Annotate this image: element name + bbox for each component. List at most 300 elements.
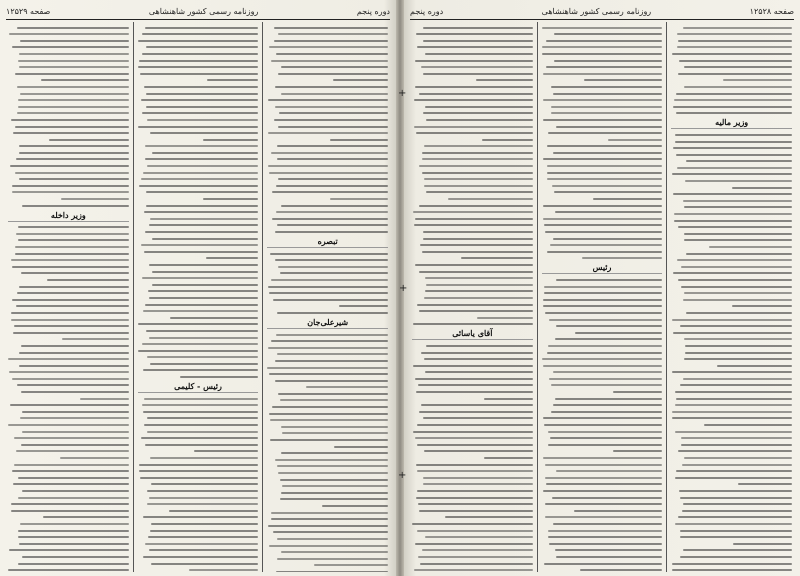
text-line — [282, 485, 388, 487]
text-line — [424, 297, 533, 299]
text-line — [675, 477, 792, 479]
text-line — [15, 172, 128, 174]
text-line — [150, 218, 259, 220]
text-line — [189, 569, 258, 571]
text-line — [548, 536, 662, 538]
text-line — [546, 483, 662, 485]
text-line — [16, 450, 129, 452]
text-line — [281, 426, 388, 428]
text-line — [416, 464, 533, 466]
text-line — [548, 132, 662, 134]
text-line — [413, 431, 533, 433]
text-line — [144, 424, 258, 426]
text-line — [274, 27, 388, 29]
text-line — [17, 112, 129, 114]
text-line — [549, 543, 662, 545]
text-line — [15, 246, 128, 248]
text-line — [547, 352, 662, 354]
text-line — [678, 226, 792, 228]
text-line — [419, 205, 533, 207]
text-line — [551, 411, 663, 413]
right-column-1 — [666, 22, 796, 572]
text-line — [12, 299, 128, 301]
text-line — [675, 391, 792, 393]
text-line — [418, 503, 532, 505]
text-block — [267, 253, 388, 314]
text-line — [684, 358, 792, 360]
text-line — [61, 198, 128, 200]
text-line — [20, 523, 129, 525]
text-line — [545, 231, 663, 233]
text-line — [413, 365, 533, 367]
text-line — [17, 27, 129, 29]
text-line — [149, 337, 258, 339]
text-line — [553, 152, 662, 154]
text-line — [546, 40, 663, 42]
text-line — [684, 292, 792, 294]
text-line — [14, 464, 128, 466]
text-line — [424, 178, 532, 180]
text-line — [14, 325, 129, 327]
left-page — [0, 0, 396, 576]
text-line — [545, 477, 662, 479]
text-line — [278, 393, 388, 395]
text-line — [21, 391, 129, 393]
text-line — [17, 292, 129, 294]
text-line — [146, 205, 258, 207]
text-line — [675, 523, 792, 525]
text-line — [551, 384, 662, 386]
text-line — [681, 266, 792, 268]
text-line — [22, 490, 128, 492]
text-line — [276, 571, 388, 572]
text-line — [281, 66, 388, 68]
text-line — [683, 299, 792, 301]
text-line — [18, 477, 129, 479]
text-line — [275, 259, 388, 261]
text-line — [147, 119, 259, 121]
text-line — [461, 257, 533, 259]
text-line — [152, 271, 259, 273]
text-line — [22, 205, 129, 207]
text-line — [148, 290, 258, 292]
text-line — [554, 60, 662, 62]
text-line — [268, 525, 388, 527]
text-line — [277, 465, 388, 467]
text-line — [271, 340, 388, 342]
text-line — [13, 132, 129, 134]
text-line — [143, 556, 259, 558]
text-line — [551, 112, 662, 114]
text-line — [147, 165, 259, 167]
text-line — [333, 79, 388, 81]
text-line — [146, 106, 259, 108]
text-line — [277, 353, 388, 355]
text-line — [556, 325, 662, 327]
text-line — [278, 73, 388, 75]
text-line — [62, 338, 129, 340]
right-header-volume: دوره پنجم — [410, 6, 444, 16]
text-line — [420, 244, 533, 246]
text-line — [269, 46, 388, 48]
text-line — [680, 384, 792, 386]
text-line — [273, 299, 388, 301]
text-line — [415, 543, 533, 545]
text-line — [139, 60, 258, 62]
text-line — [273, 531, 388, 533]
text-line — [49, 139, 129, 141]
text-line — [425, 290, 533, 292]
text-line — [150, 132, 258, 134]
text-line — [280, 498, 388, 500]
text-line — [314, 564, 388, 566]
text-line — [170, 317, 258, 319]
text-line — [417, 424, 532, 426]
text-line — [142, 404, 258, 406]
text-line — [553, 93, 662, 95]
text-line — [268, 99, 388, 101]
text-line — [19, 152, 129, 154]
text-line — [582, 257, 662, 259]
left-column-1 — [262, 22, 392, 572]
text-block — [671, 134, 792, 572]
text-line — [269, 545, 388, 547]
text-line — [580, 569, 662, 571]
text-line — [147, 431, 259, 433]
text-line — [151, 523, 258, 525]
text-line — [277, 224, 388, 226]
text-line — [139, 185, 258, 187]
text-line — [542, 358, 662, 360]
text-line — [18, 530, 128, 532]
text-line — [684, 206, 792, 208]
text-line — [672, 563, 792, 565]
text-line — [672, 371, 792, 373]
text-line — [415, 86, 532, 88]
text-line — [547, 172, 662, 174]
text-line — [19, 53, 129, 55]
text-line — [423, 483, 533, 485]
text-line — [151, 563, 259, 565]
text-line — [80, 398, 129, 400]
text-line — [682, 510, 792, 512]
text-line — [269, 172, 388, 174]
text-line — [138, 126, 259, 128]
text-line — [544, 286, 663, 288]
text-line — [548, 444, 663, 446]
text-line — [203, 139, 258, 141]
text-line — [146, 93, 258, 95]
margin-mark: + — [398, 470, 407, 481]
text-block — [412, 27, 533, 326]
text-line — [674, 99, 792, 101]
text-line — [148, 536, 259, 538]
text-line — [20, 417, 129, 419]
text-line — [545, 312, 662, 314]
text-line — [138, 40, 258, 42]
text-line — [448, 198, 532, 200]
text-line — [8, 424, 129, 426]
text-block — [671, 27, 792, 115]
text-line — [141, 178, 258, 180]
text-line — [679, 60, 792, 62]
text-line — [145, 27, 258, 29]
text-line — [141, 244, 258, 246]
left-header-volume: دوره پنجم — [356, 6, 390, 16]
text-line — [277, 558, 388, 560]
text-line — [422, 152, 532, 154]
text-block — [267, 27, 388, 233]
text-line — [680, 530, 792, 532]
text-block — [542, 27, 663, 260]
text-line — [680, 536, 792, 538]
text-line — [277, 312, 388, 314]
text-line — [415, 264, 532, 266]
text-line — [19, 286, 129, 288]
text-line — [414, 224, 532, 226]
text-line — [276, 211, 388, 213]
text-line — [277, 158, 388, 160]
left-header-page-number: صفحه ۱۲۵۲۹ — [6, 6, 51, 16]
text-line — [417, 530, 533, 532]
text-line — [416, 33, 533, 35]
text-line — [19, 145, 129, 147]
text-line — [685, 180, 792, 182]
text-line — [141, 437, 258, 439]
text-line — [12, 191, 129, 193]
text-line — [681, 444, 792, 446]
text-line — [194, 450, 258, 452]
text-line — [278, 126, 388, 128]
text-line — [268, 286, 388, 288]
text-line — [413, 211, 533, 213]
text-line — [8, 569, 128, 571]
text-line — [414, 126, 532, 128]
text-line — [139, 470, 259, 472]
text-line — [421, 352, 533, 354]
text-line — [684, 233, 792, 235]
text-line — [683, 378, 792, 380]
right-column-3 — [408, 22, 537, 572]
text-line — [551, 106, 662, 108]
text-line — [426, 345, 532, 347]
text-line — [544, 563, 662, 565]
text-line — [142, 53, 258, 55]
text-line — [543, 457, 663, 459]
text-line — [556, 126, 662, 128]
text-line — [425, 106, 533, 108]
text-block — [8, 27, 129, 207]
text-line — [11, 259, 129, 261]
text-line — [684, 338, 792, 340]
left-header-title: روزنامه رسمی کشور شاهنشاهی — [148, 6, 259, 16]
text-line — [549, 378, 663, 380]
text-line — [419, 411, 533, 413]
text-line — [415, 378, 532, 380]
text-line — [422, 251, 533, 253]
text-line — [9, 33, 129, 35]
text-line — [169, 510, 259, 512]
text-line — [546, 66, 662, 68]
text-line — [416, 132, 532, 134]
text-line — [419, 510, 533, 512]
text-line — [12, 470, 128, 472]
text-line — [19, 365, 129, 367]
section-heading: شیرعلی‌جان — [267, 317, 388, 329]
text-block — [8, 226, 129, 572]
text-line — [281, 492, 388, 494]
text-line — [613, 450, 663, 452]
text-line — [16, 158, 128, 160]
left-page-columns — [4, 22, 392, 572]
right-column-2 — [537, 22, 667, 572]
text-line — [543, 73, 662, 75]
text-line — [18, 226, 128, 228]
text-line — [686, 312, 792, 314]
text-line — [271, 60, 389, 62]
text-line — [678, 40, 792, 42]
text-line — [274, 40, 388, 42]
text-line — [334, 446, 388, 448]
text-line — [139, 464, 259, 466]
text-line — [422, 172, 532, 174]
text-line — [417, 444, 532, 446]
text-line — [21, 272, 128, 274]
text-line — [146, 191, 258, 193]
right-page — [404, 0, 800, 576]
text-line — [542, 46, 663, 48]
text-line — [552, 497, 662, 499]
text-line — [142, 343, 259, 345]
text-line — [415, 60, 532, 62]
text-line — [545, 464, 662, 466]
text-line — [686, 253, 792, 255]
text-line — [543, 99, 662, 101]
text-line — [704, 424, 792, 426]
text-line — [143, 369, 258, 371]
text-line — [423, 112, 533, 114]
text-line — [550, 437, 662, 439]
text-line — [278, 472, 388, 474]
text-line — [424, 145, 533, 147]
text-line — [22, 411, 128, 413]
text-line — [675, 141, 792, 143]
text-line — [272, 218, 388, 220]
text-line — [142, 33, 258, 35]
text-line — [675, 404, 792, 406]
text-line — [13, 483, 129, 485]
text-line — [19, 178, 128, 180]
text-line — [18, 106, 129, 108]
text-line — [12, 266, 128, 268]
text-line — [553, 371, 662, 373]
text-line — [281, 452, 388, 454]
text-line — [21, 444, 129, 446]
text-line — [147, 356, 258, 358]
text-line — [426, 191, 533, 193]
text-line — [145, 231, 259, 233]
text-line — [146, 46, 258, 48]
text-line — [553, 238, 663, 240]
text-line — [272, 406, 388, 408]
text-line — [20, 93, 128, 95]
text-line — [543, 299, 663, 301]
text-line — [138, 323, 258, 325]
text-line — [673, 106, 792, 108]
text-line — [12, 185, 128, 187]
text-line — [11, 503, 128, 505]
text-line — [584, 79, 663, 81]
left-column-2 — [133, 22, 263, 572]
text-line — [11, 319, 129, 321]
text-line — [680, 325, 792, 327]
text-line — [426, 119, 532, 121]
right-header-page-number: صفحه ۱۲۵۲۸ — [749, 6, 794, 16]
text-line — [416, 391, 533, 393]
text-line — [425, 371, 533, 373]
text-line — [732, 187, 792, 189]
text-line — [680, 556, 792, 558]
text-line — [420, 563, 532, 565]
text-line — [422, 549, 533, 551]
text-line — [555, 398, 662, 400]
text-line — [548, 345, 663, 347]
text-line — [423, 40, 533, 42]
text-line — [608, 139, 663, 141]
text-line — [10, 165, 129, 167]
text-line — [593, 198, 662, 200]
text-line — [548, 431, 663, 433]
left-column-3 — [4, 22, 133, 572]
text-line — [145, 304, 258, 306]
text-line — [203, 198, 259, 200]
text-line — [16, 233, 129, 235]
text-line — [13, 332, 128, 334]
text-line — [419, 165, 533, 167]
text-line — [679, 490, 793, 492]
text-line — [271, 518, 388, 520]
text-line — [277, 538, 388, 540]
text-line — [269, 292, 388, 294]
margin-mark: + — [399, 283, 408, 294]
text-line — [144, 86, 258, 88]
text-line — [278, 33, 388, 35]
text-line — [677, 167, 792, 169]
text-line — [424, 358, 533, 360]
text-line — [738, 483, 792, 485]
text-line — [269, 413, 388, 415]
text-line — [552, 185, 662, 187]
text-block — [267, 334, 388, 572]
text-line — [423, 477, 532, 479]
text-block — [542, 279, 663, 572]
text-line — [672, 53, 792, 55]
text-line — [555, 338, 662, 340]
text-line — [555, 211, 662, 213]
text-line — [18, 497, 129, 499]
text-line — [145, 158, 259, 160]
text-line — [275, 106, 388, 108]
text-line — [17, 86, 128, 88]
text-line — [672, 319, 792, 321]
text-line — [41, 79, 129, 81]
text-line — [278, 266, 388, 268]
text-line — [145, 145, 259, 147]
text-line — [141, 99, 259, 101]
text-line — [672, 173, 792, 175]
text-line — [276, 334, 388, 336]
text-line — [709, 246, 792, 248]
